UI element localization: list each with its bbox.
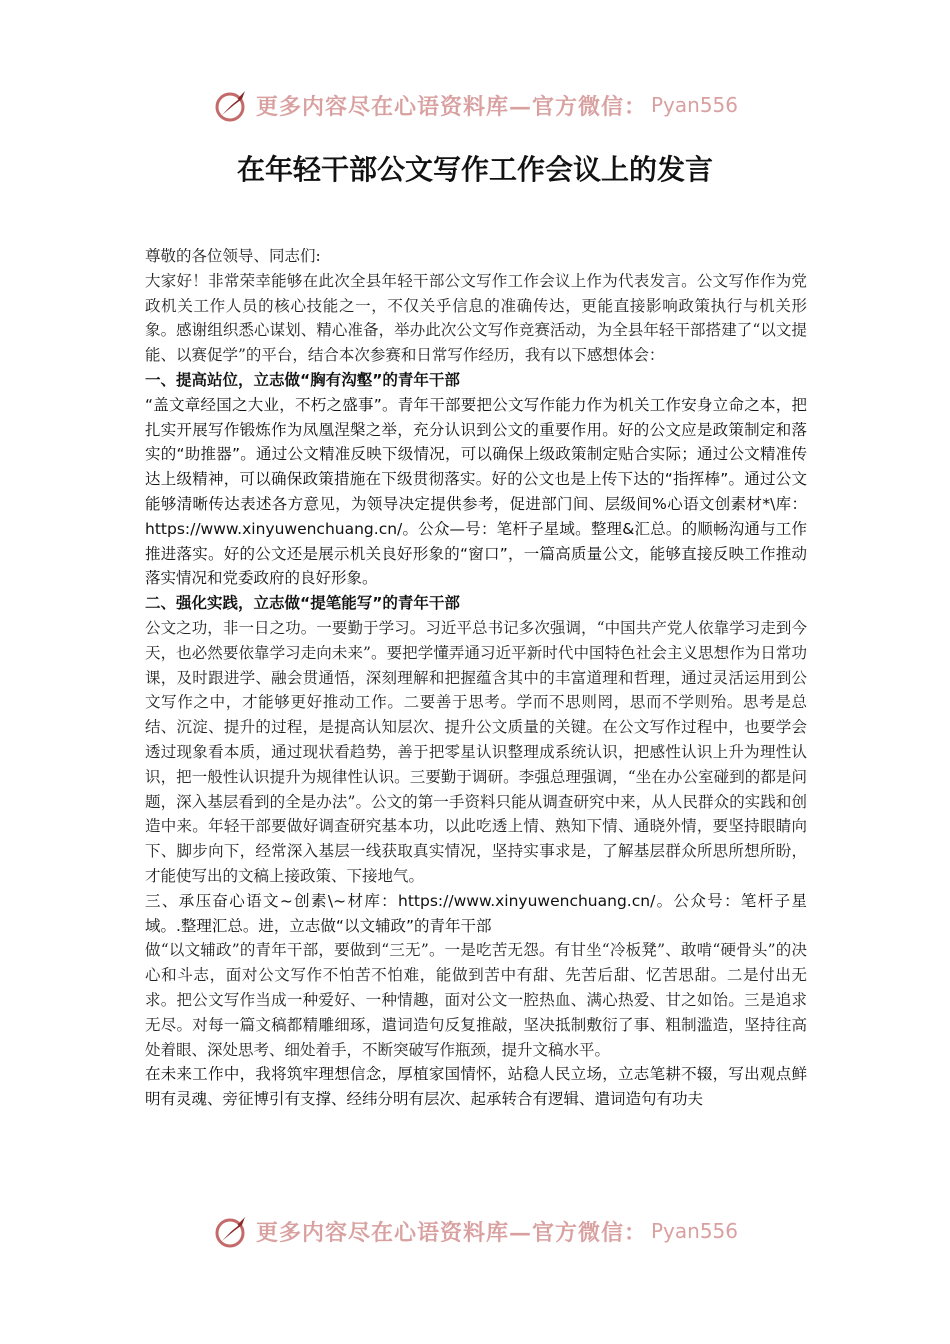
section-3-body: 做“以文辅政”的青年干部，要做到“三无”。一是吃苦无怨。有甘坐“冷板凳”、敢啃“硬骨头”的决心和斗志，面对公文写作不怕苦不怕难，能做到苦中有甜、先苦后甜、忆苦思甜。二是付出无求。把公文写作当成一种爱好、一种情趣，面对公文一腔热血、满心热爱、甘之如饴。三是追求无尽。对每一篇文稿都精雕细琢，遣词造句反复推敲，坚决抵制敷衍了事、粗制滥造，坚持往高处着眼、深处思考、细处着手，不断突破写作瓶颈，提升文稿水平。 <box>145 941 807 1059</box>
banner-wechat-id: Pyan556 <box>651 93 739 117</box>
banner-wechat-id: Pyan556 <box>651 1219 739 1243</box>
section-1-body: “盖文章经国之大业，不朽之盛事”。青年干部要把公文写作能力作为机关工作安身立命之本，把扎实开展写作锻炼作为凤凰涅槃之举，充分认识到公文的重要作用。好的公文应是政策制定和落实的“助推器”。通过公文精准反映下级情况，可以确保上级政策制定贴合实际；通过公文精准传达上级精神，可以确保政策措施在下级贯彻落实。好的公文也是上传下达的“指挥棒”。通过公文能够清晰传达表述各方意见，为领导决定提供参考，促进部门间、层级间%心语文创素材*\库：https://www.xinyuwenchuang.cn/。公众—号：笔杆子星域。整理&汇总。的顺畅沟通与工作推进落实。好的公文还是展示机关良好形象的“窗口”，一篇高质量公文，能够直接反映工作推动落实情况和党委政府的良好形象。 <box>145 395 807 588</box>
document-title: 在年轻干部公文写作工作会议上的发言 <box>236 153 713 186</box>
footer-banner <box>0 1206 950 1256</box>
quill-logo-icon <box>212 1211 252 1251</box>
section-3-heading: 三、承压奋心语文~创素\~材库：https://www.xinyuwenchuang.cn/。公众号：笔杆子星域。.整理汇总。进，立志做“以文辅政”的青年干部 <box>145 891 807 935</box>
intro-paragraph: 大家好！非常荣幸能够在此次全县年轻干部公文写作工作会议上作为代表发言。公文写作作为党政机关工作人员的核心技能之一，不仅关乎信息的准确传达，更能直接影响政策执行与机关形象。感谢组织悉心谋划、精心准备，举办此次公文写作竞赛活动，为全县年轻干部搭建了“以文提能、以赛促学”的平台，结合本次参赛和日常写作经历，我有以下感想体会： <box>145 271 807 365</box>
document-body <box>145 244 807 1112</box>
section-2-body: 公文之功，非一日之功。一要勤于学习。习近平总书记多次强调，“中国共产党人依靠学习走到今天，也必然要依靠学习走向未来”。要把学懂弄通习近平新时代中国特色社会主义思想作为日常功课，及时跟进学、融会贯通悟，深刻理解和把握蕴含其中的丰富道理和哲理，通过灵活运用到公文写作之中，才能够更好推动工作。二要善于思考。学而不思则罔，思而不学则殆。思考是总结、沉淀、提升的过程，是提高认知层次、提升公文质量的关键。在公文写作过程中，也要学会透过现象看本质，通过现状看趋势，善于把零星认识整理成系统认识，把感性认识上升为理性认识，把一般性认识提升为规律性认识。三要勤于调研。李强总理强调，“坐在办公室碰到的都是问题，深入基层看到的全是办法”。公文的第一手资料只能从调查研究中来，从人民群众的实践和创造中来。年轻干部要做好调查研究基本功，以此吃透上情、熟知下情、通晓外情，要坚持眼睛向下、脚步向下，经常深入基层一线获取真实情况，坚持实事求是，了解基层群众所思所想所盼，才能使写出的文稿上接政策、下接地气。 <box>145 618 807 885</box>
section-2-heading: 二、强化实践，立志做“提笔能写”的青年干部 <box>145 594 460 613</box>
quill-logo-icon <box>212 85 252 125</box>
section-1-heading: 一、提高站位，立志做“胸有沟壑”的青年干部 <box>145 370 460 389</box>
banner-text: 更多内容尽在心语资料库—官方微信： <box>255 93 647 120</box>
banner-text: 更多内容尽在心语资料库—官方微信： <box>255 1219 647 1246</box>
header-banner <box>0 80 950 130</box>
closing-paragraph: 在未来工作中，我将筑牢理想信念，厚植家国情怀，站稳人民立场，立志笔耕不辍，写出观点鲜明有灵魂、旁征博引有支撑、经纬分明有层次、起承转合有逻辑、遣词造句有功夫 <box>145 1065 807 1109</box>
salutation: 尊敬的各位领导、同志们: <box>145 247 321 265</box>
